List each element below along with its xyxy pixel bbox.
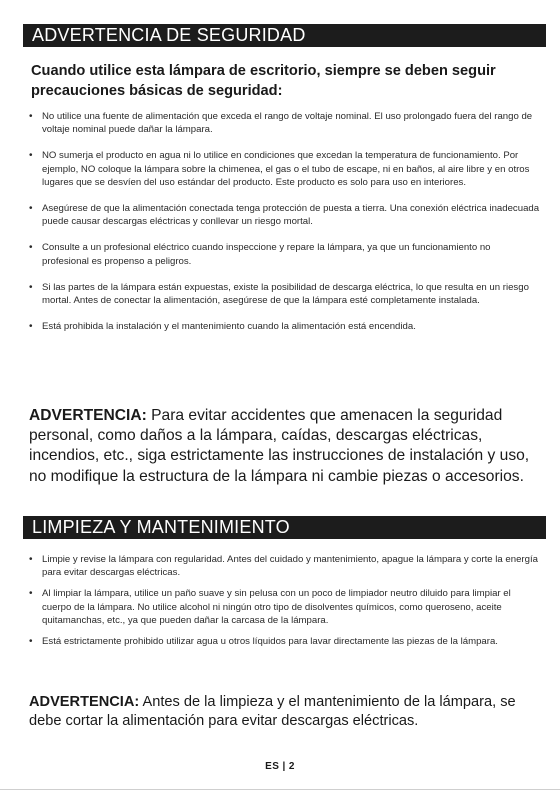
warning-text: Para evitar accidentes que amenacen la seguridad personal, como daños a la lámpara, caídas, descargas eléctricas, incendios, etc., siga estrictamente las instrucciones de instalación y uso, no modifique la estructura de la lámpara ni cambie piezas o accesorios.: [29, 407, 530, 485]
list-item: • Limpie y revise la lámpara con regularidad. Antes del cuidado y mantenimiento, apague la lámpara y corte la energía para evitar descargas eléctricas.: [28, 553, 540, 580]
maintenance-heading: LIMPIEZA Y MANTENIMIENTO: [23, 516, 546, 539]
list-item: • Al limpiar la lámpara, utilice un paño suave y sin pelusa con un poco de limpiador neutro diluido para limpiar el cuerpo de la lámpara. No utilice alcohol ni ningún otro tipo de disolventes químicos, como queroseno, aceite quitamanchas, etc., ya que pueden dañar la carcasa de la lámpara.: [28, 587, 540, 627]
page-number: ES | 2: [265, 761, 295, 772]
warning-text: Antes de la limpieza y el mantenimiento de la lámpara, se debe cortar la alimentación para evitar descargas eléctricas.: [29, 694, 516, 730]
list-item: • No utilice una fuente de alimentación que exceda el rango de voltaje nominal. El uso prolongado fuera del rango de voltaje nominal puede dañar la lámpara.: [28, 110, 540, 137]
safety-warning: [29, 406, 534, 487]
list-item: • Está prohibida la instalación y el mantenimiento cuando la alimentación está encendida.: [28, 320, 540, 333]
divider: [0, 789, 560, 790]
list-item: • Si las partes de la lámpara están expuestas, existe la posibilidad de descarga eléctrica, lo que resulta en un riesgo mortal. Antes de conectar la alimentación, asegúrese de que la lámpara esté completamente instalada.: [28, 281, 540, 308]
safety-heading: ADVERTENCIA DE SEGURIDAD: [23, 24, 546, 47]
maintenance-list: [28, 553, 540, 656]
list-item: • Asegúrese de que la alimentación conectada tenga protección de puesta a tierra. Una conexión eléctrica inadecuada puede causar descargas eléctricas y conllevar un riesgo mortal.: [28, 202, 540, 229]
list-item: • NO sumerja el producto en agua ni lo utilice en condiciones que excedan la temperatura de funcionamiento. Por ejemplo, NO coloque la lámpara sobre la chimenea, el gas o el tubo de escape, ni en baños, al aire libre y en otros lugares que se desvíen del uso estándar del producto. Este producto es solo para uso en interiores.: [28, 149, 540, 189]
maintenance-warning: [29, 693, 534, 732]
safety-list: [28, 110, 540, 346]
warning-label: ADVERTENCIA:: [29, 694, 140, 710]
list-item: • Consulte a un profesional eléctrico cuando inspeccione y repare la lámpara, ya que un funcionamiento no profesional es propenso a peligros.: [28, 241, 540, 268]
warning-label: ADVERTENCIA:: [29, 407, 147, 424]
safety-intro: Cuando utilice esta lámpara de escritorio, siempre se deben seguir precauciones básicas de seguridad:: [31, 63, 496, 99]
list-item: • Está estrictamente prohibido utilizar agua u otros líquidos para lavar directamente las piezas de la lámpara.: [28, 635, 540, 648]
